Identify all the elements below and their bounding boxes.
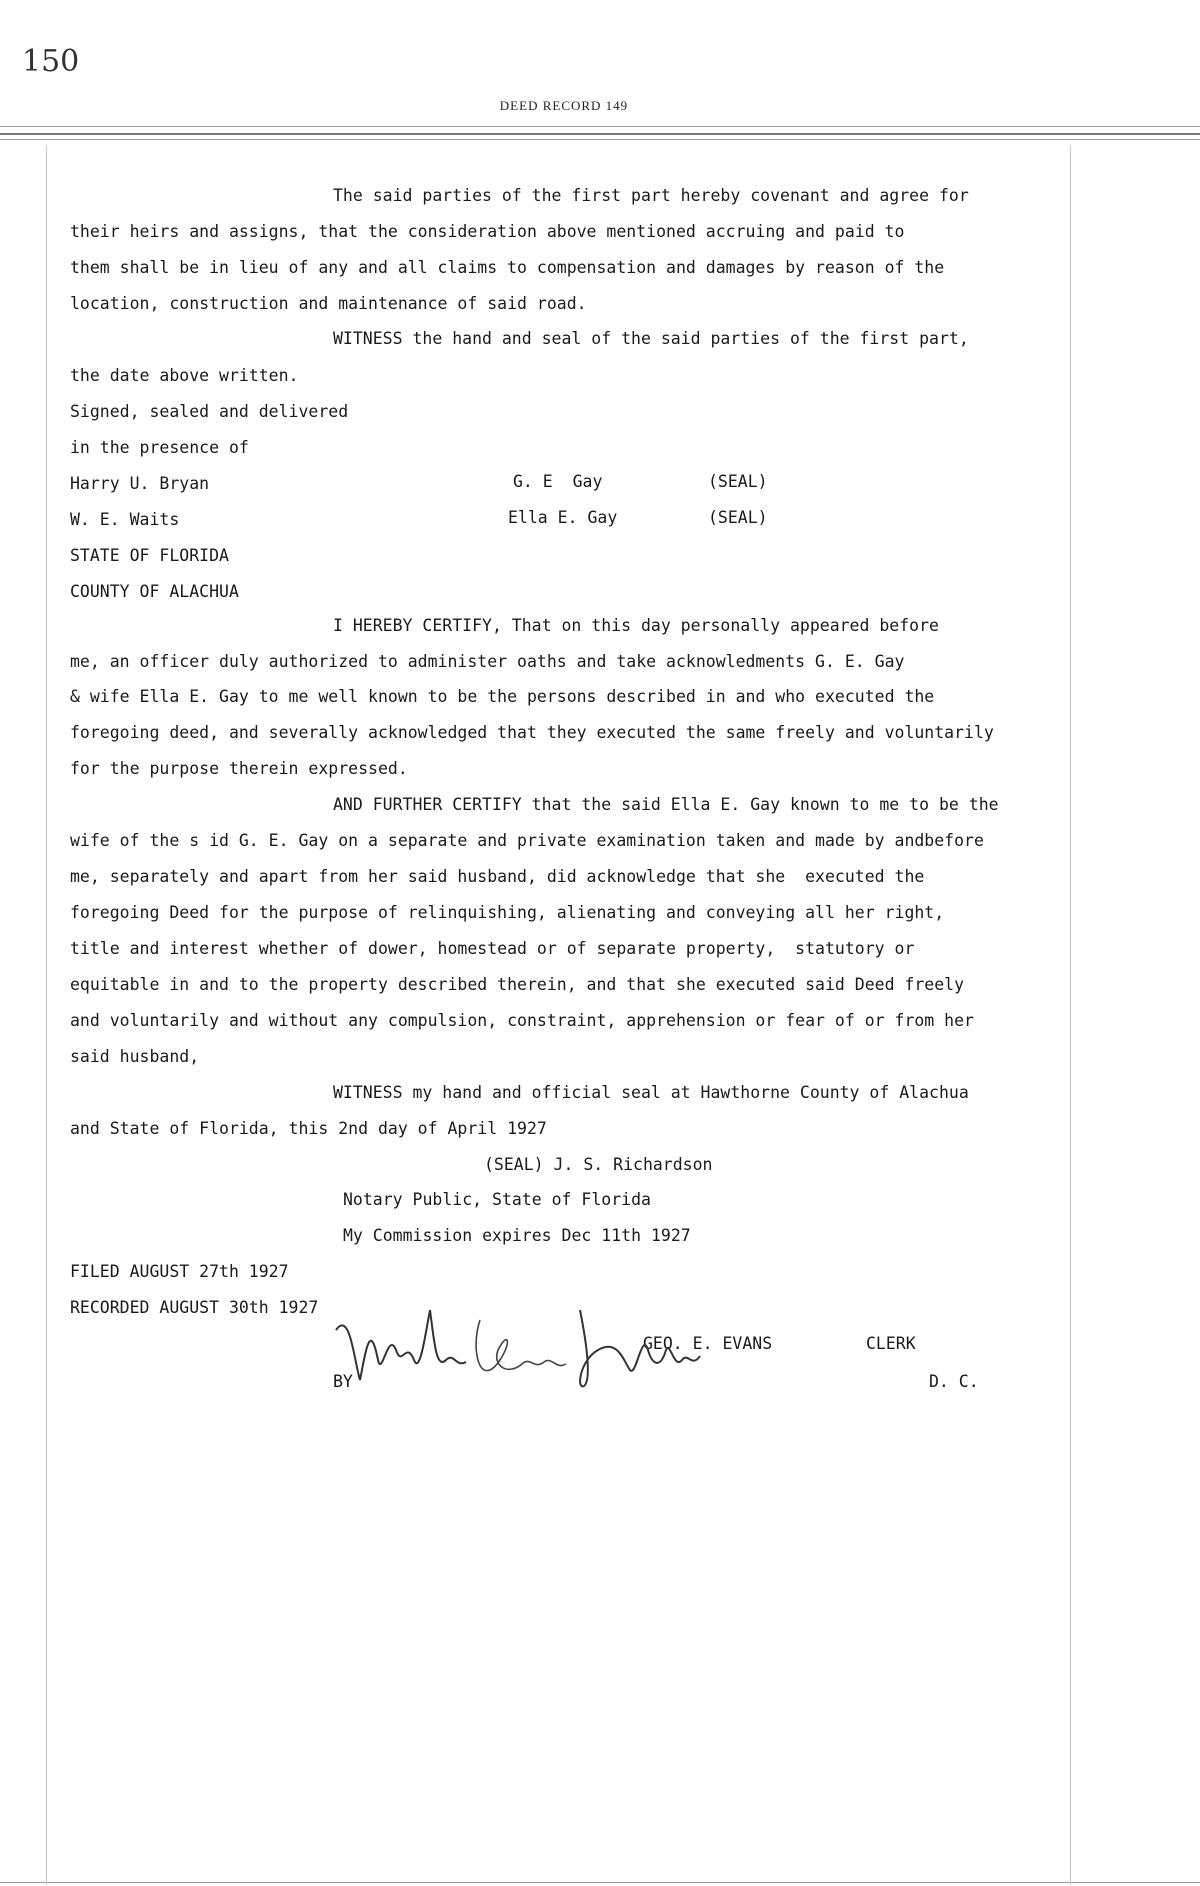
body-line: in the presence of	[70, 438, 249, 457]
seal-label: (SEAL)	[708, 508, 768, 527]
body-line: me, separately and apart from her said husband, did acknowledge that she executed the	[70, 867, 925, 886]
body-line: foregoing deed, and severally acknowledged that they executed the same freely and voluntarily	[70, 723, 994, 742]
body-line: The said parties of the first part hereby covenant and agree for	[333, 186, 969, 205]
right-margin-line	[1070, 145, 1071, 1885]
grantor-name: G. E Gay	[513, 472, 603, 491]
clerk-name: GEO. E. EVANS	[643, 1334, 773, 1353]
body-line: me, an officer duly authorized to administer oaths and take acknowledments G. E. Gay	[70, 652, 905, 671]
body-line: said husband,	[70, 1047, 200, 1066]
body-line: WITNESS my hand and official seal at Hawthorne County of Alachua	[333, 1083, 969, 1102]
left-margin-line	[46, 145, 47, 1885]
header-rule-bottom	[0, 139, 1200, 140]
body-line: STATE OF FLORIDA	[70, 546, 229, 565]
body-line: for the purpose therein expressed.	[70, 759, 408, 778]
deputy-clerk-label: D. C.	[929, 1372, 979, 1391]
body-line: COUNTY OF ALACHUA	[70, 582, 239, 601]
body-line: location, construction and maintenance of said road.	[70, 294, 587, 313]
header-rule-top	[0, 126, 1200, 127]
witness-name: W. E. Waits	[70, 510, 180, 529]
body-line: I HEREBY CERTIFY, That on this day personally appeared before	[333, 616, 939, 635]
page-number: 150	[22, 44, 80, 79]
witness-name: Harry U. Bryan	[70, 474, 210, 493]
body-line: title and interest whether of dower, homestead or of separate property, statutory or	[70, 939, 915, 958]
seal-label: (SEAL)	[708, 472, 768, 491]
body-line: Signed, sealed and delivered	[70, 402, 349, 421]
recorded-date: RECORDED AUGUST 30th 1927	[70, 1298, 319, 1317]
handwritten-signature	[330, 1290, 730, 1410]
commission-expiry: My Commission expires Dec 11th 1927	[343, 1226, 691, 1245]
notary-title: Notary Public, State of Florida	[343, 1190, 651, 1209]
header-rule-middle	[0, 133, 1200, 135]
filed-date: FILED AUGUST 27th 1927	[70, 1262, 289, 1281]
body-line: wife of the s id G. E. Gay on a separate and private examination taken and made by andbefore	[70, 831, 984, 850]
body-line: and voluntarily and without any compulsion, constraint, apprehension or fear of or from her	[70, 1011, 974, 1030]
body-line: their heirs and assigns, that the consideration above mentioned accruing and paid to	[70, 222, 905, 241]
body-line: them shall be in lieu of any and all claims to compensation and damages by reason of the	[70, 258, 945, 277]
page-header: DEED RECORD 149	[499, 98, 629, 113]
body-line: & wife Ella E. Gay to me well known to be the persons described in and who executed the	[70, 687, 935, 706]
body-line: and State of Florida, this 2nd day of April 1927	[70, 1119, 547, 1138]
body-line: AND FURTHER CERTIFY that the said Ella E. Gay known to me to be the	[333, 795, 999, 814]
by-label: BY	[333, 1372, 353, 1391]
grantor-name: Ella E. Gay	[508, 508, 618, 527]
footer-rule	[0, 1882, 1200, 1883]
body-line: WITNESS the hand and seal of the said parties of the first part,	[333, 329, 969, 348]
body-line: the date above written.	[70, 366, 299, 385]
body-line: equitable in and to the property described therein, and that she executed said Deed freely	[70, 975, 965, 994]
notary-signature: (SEAL) J. S. Richardson	[484, 1155, 713, 1174]
body-line: foregoing Deed for the purpose of relinquishing, alienating and conveying all her right,	[70, 903, 945, 922]
clerk-title: CLERK	[866, 1334, 916, 1353]
